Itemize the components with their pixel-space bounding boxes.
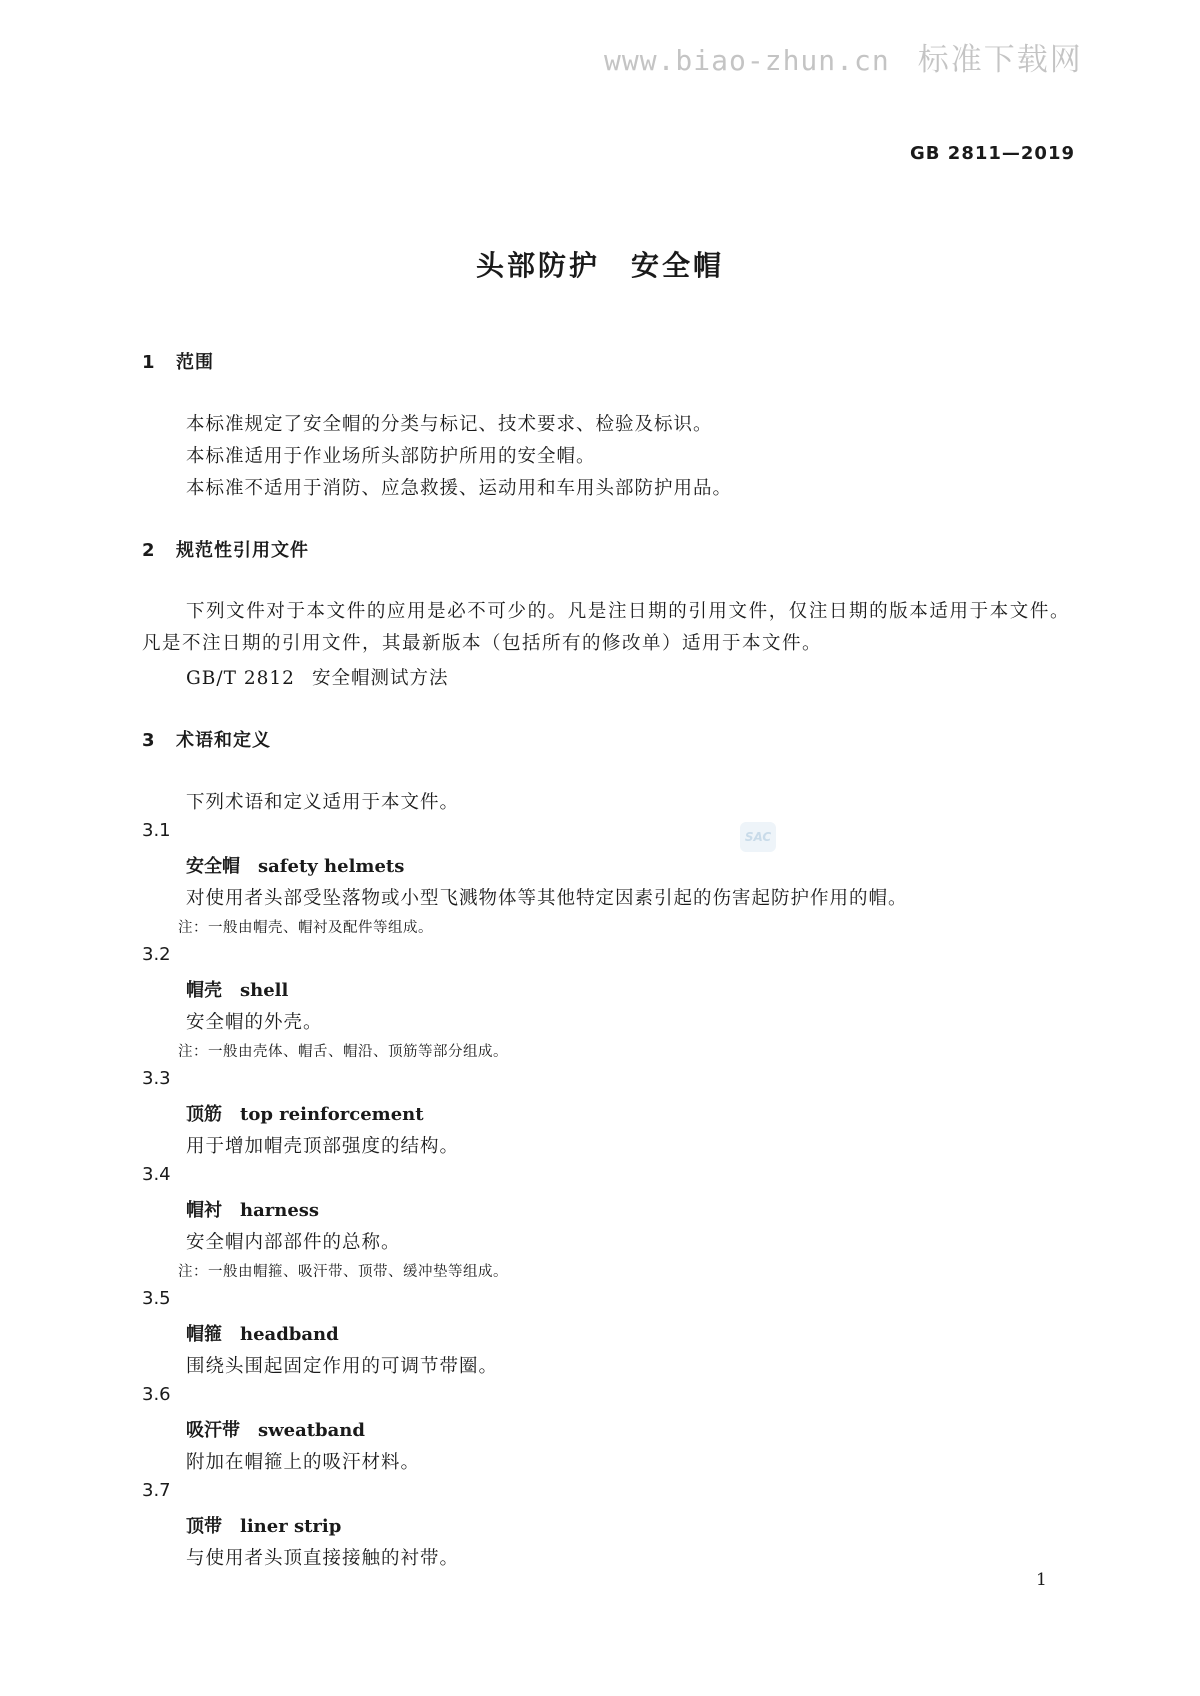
term-en: headband (240, 1324, 339, 1345)
term-heading (186, 1416, 365, 1442)
term-definition: 安全帽内部部件的总称。 (186, 1232, 401, 1253)
term-definition: 围绕头围起固定作用的可调节带圈。 (186, 1356, 499, 1377)
term-number: 3.5 (142, 1288, 171, 1309)
term-en: shell (240, 980, 289, 1001)
term-en: harness (240, 1200, 320, 1221)
term-number: 3.2 (142, 944, 171, 965)
term-cn: 顶带 (186, 1516, 222, 1537)
term-definition: 与使用者头顶直接接触的衬带。 (186, 1548, 460, 1569)
sac-logo-watermark: SAC (740, 822, 776, 852)
term-heading (186, 1512, 341, 1538)
term-heading (186, 852, 404, 878)
section-number: 3 (142, 730, 156, 751)
page-number: 1 (1036, 1570, 1047, 1590)
term-note: 注：一般由帽壳、帽衬及配件等组成。 (178, 920, 433, 936)
term-number: 3.7 (142, 1480, 171, 1501)
term-number: 3.3 (142, 1068, 171, 1089)
reference-code: GB/T 2812 (186, 668, 295, 689)
section-1-para-3: 本标准不适用于消防、应急救援、运动用和车用头部防护用品。 (186, 478, 733, 499)
term-cn: 帽壳 (186, 980, 222, 1001)
term-definition: 用于增加帽壳顶部强度的结构。 (186, 1136, 460, 1157)
section-number: 1 (142, 352, 156, 373)
section-3-heading (142, 726, 271, 752)
standard-code: GB 2811—2019 (910, 143, 1075, 164)
term-cn: 安全帽 (186, 856, 240, 877)
normative-reference (186, 664, 449, 690)
term-en: top reinforcement (240, 1104, 424, 1125)
term-definition: 附加在帽箍上的吸汗材料。 (186, 1452, 421, 1473)
term-note: 注：一般由壳体、帽舌、帽沿、顶筋等部分组成。 (178, 1044, 508, 1060)
term-number: 3.6 (142, 1384, 171, 1405)
term-number: 3.1 (142, 820, 171, 841)
term-en: sweatband (258, 1420, 365, 1441)
term-heading (186, 1320, 339, 1346)
section-3-intro: 下列术语和定义适用于本文件。 (186, 792, 460, 813)
term-en: liner strip (240, 1516, 342, 1537)
term-number: 3.4 (142, 1164, 171, 1185)
site-watermark (604, 34, 1083, 79)
term-en: safety helmets (258, 856, 405, 877)
term-heading (186, 1196, 319, 1222)
term-cn: 吸汗带 (186, 1420, 240, 1441)
section-1-para-1: 本标准规定了安全帽的分类与标记、技术要求、检验及标识。 (186, 414, 713, 435)
document-title: 头部防护 安全帽 (475, 249, 724, 282)
watermark-site-name: 标准下载网 (917, 42, 1083, 78)
term-heading (186, 976, 288, 1002)
term-heading (186, 1100, 424, 1126)
term-cn: 帽衬 (186, 1200, 222, 1221)
section-1-para-2: 本标准适用于作业场所头部防护所用的安全帽。 (186, 446, 596, 467)
term-definition: 对使用者头部受坠落物或小型飞溅物体等其他特定因素引起的伤害起防护作用的帽。 (186, 888, 908, 909)
section-title: 术语和定义 (176, 730, 271, 751)
section-2-heading (142, 536, 309, 562)
term-cn: 顶筋 (186, 1104, 222, 1125)
term-definition: 安全帽的外壳。 (186, 1012, 323, 1033)
section-number: 2 (142, 540, 156, 561)
section-title: 范围 (176, 352, 214, 373)
term-note: 注：一般由帽箍、吸汗带、顶带、缓冲垫等组成。 (178, 1264, 508, 1280)
reference-title: 安全帽测试方法 (312, 668, 449, 689)
section-2-intro: 下列文件对于本文件的应用是必不可少的。凡是注日期的引用文件，仅注日期的版本适用于本文件。凡是不注日期的引用文件，其最新版本（包括所有的修改单）适用于本文件。 (142, 601, 1070, 654)
section-1-heading (142, 348, 214, 374)
section-title: 规范性引用文件 (176, 540, 309, 561)
term-cn: 帽箍 (186, 1324, 222, 1345)
watermark-url: www.biao-zhun.cn (604, 44, 890, 77)
